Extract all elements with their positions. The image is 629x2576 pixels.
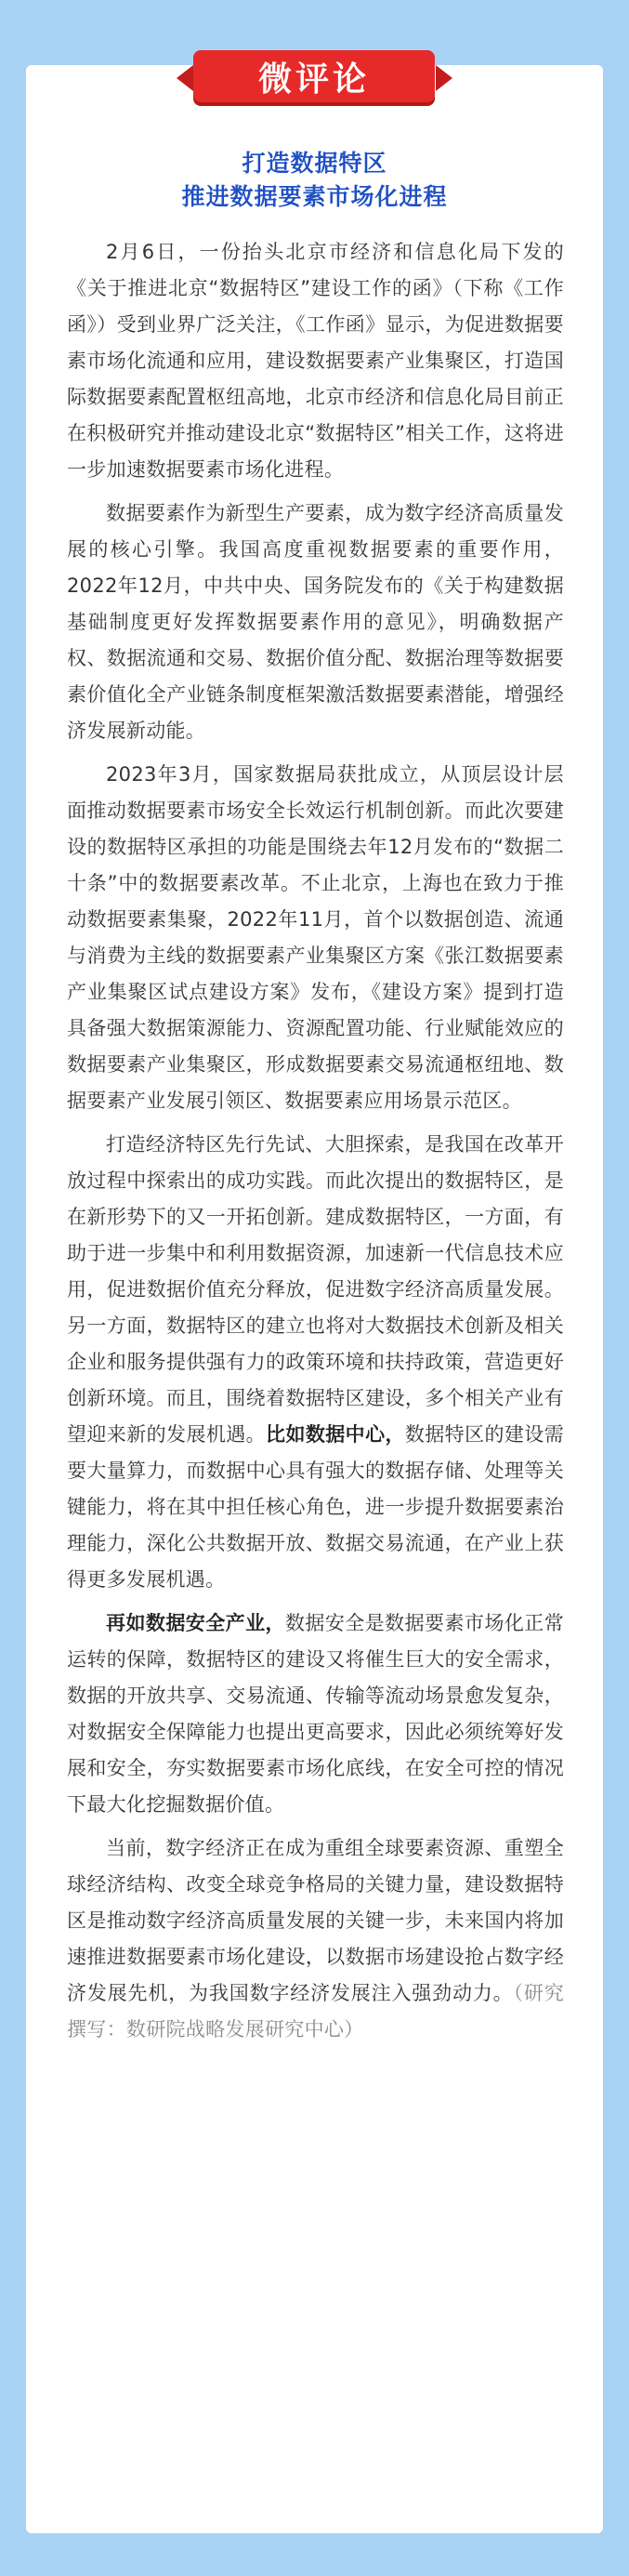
banner-title: 微评论 <box>257 59 370 99</box>
headline-line-2: 推进数据要素市场化进程 <box>181 183 448 210</box>
banner-area <box>0 0 629 112</box>
paragraph-4-highlight: 比如数据中心， <box>266 1423 405 1446</box>
paragraph-5 <box>67 1605 564 1823</box>
banner-ribbon-left <box>177 65 193 91</box>
banner <box>193 50 435 102</box>
paragraph-1: 2月6日，一份抬头北京市经济和信息化局下发的《关于推进北京“数据特区”建设工作的函》（下称《工作函》）受到业界广泛关注，《工作函》显示，为促进数据要素市场化流通和应用，建设数据要素产业集聚区，打造国际数据要素配置枢纽高地，北京市经济和信息化局目前正在积极研究并推动建设北京“数据特区”相关工作，这将进一步加速数据要素市场化进程。 <box>67 241 564 481</box>
paragraph-4-text-c: 数据特区的建设需要大量算力，而数据中心具有强大的数据存储、处理等关键能力，将在其中担任核心角色，进一步提升数据要素治理能力，深化公共数据开放、数据交易流通，在产业上获得更多发展机遇。 <box>67 1423 564 1591</box>
article-body <box>67 234 564 2055</box>
banner-ribbon-right <box>436 65 452 91</box>
paragraph-5-highlight: 再如数据安全产业， <box>106 1612 285 1634</box>
paragraph-3: 2023年3月，国家数据局获批成立，从顶层设计层面推动数据要素市场安全长效运行机制创新。而此次要建设的数据特区承担的功能是围绕去年12月发布的“数据二十条”中的数据要素改革。不止北京，上海也在致力于推动数据要素集聚，2022年11月，首个以数据创造、流通与消费为主线的数据要素产业集聚区方案《张江数据要素产业集聚区试点建设方案》发布，《建设方案》提到打造具备强大数据策源能力、资源配置功能、行业赋能效应的数据要素产业集聚区，形成数据要素交易流通枢纽地、数据要素产业发展引领区、数据要素应用场景示范区。 <box>67 763 564 1112</box>
paragraph-4-text-a: 打造经济特区先行先试、大胆探索，是我国在改革开放过程中探索出的成功实践。而此次提出的数据特区，是在新形势下的又一开拓创新。建成数据特区，一方面，有助于进一步集中和利用数据资源，加速新一代信息技术应用，促进数据价值充分释放，促进数字经济高质量发展。另一方面，数据特区的建立也将对大数据技术创新及相关企业和服务提供强有力的政策环境和扶持政策，营造更好创新环境。而且，围绕着数据特区建设，多个相关产业有望迎来新的发展机遇。 <box>67 1133 564 1446</box>
paragraph-4 <box>67 1127 564 1598</box>
paragraph-6 <box>67 1830 564 2048</box>
headline-line-1: 打造数据特区 <box>242 150 387 177</box>
paragraph-6-text: 当前，数字经济正在成为重组全球要素资源、重塑全球经济结构、改变全球竞争格局的关键力量，建设数据特区是推动数字经济高质量发展的关键一步，未来国内将加速推进数据要素市场化建设，以数据市场建设抢占数字经济发展先机，为我国数字经济发展注入强劲动力。 <box>67 1837 564 2004</box>
paragraph-5-text: 数据安全是数据要素市场化正常运转的保障，数据特区的建设又将催生巨大的安全需求，数据的开放共享、交易流通、传输等流动场景愈发复杂，对数据安全保障能力也提出更高要求，因此必须统筹好发展和安全，夯实数据要素市场化底线，在安全可控的情况下最大化挖掘数据价值。 <box>67 1612 564 1816</box>
paragraph-2: 数据要素作为新型生产要素，成为数字经济高质量发展的核心引擎。我国高度重视数据要素的重要作用，2022年12月，中共中央、国务院发布的《关于构建数据基础制度更好发挥数据要素作用的意见》，明确数据产权、数据流通和交易、数据价值分配、数据治理等数据要素价值化全产业链条制度框架激活数据要素潜能，增强经济发展新动能。 <box>67 502 564 742</box>
author-credit: （研究撰写：数研院战略发展研究中心） <box>67 1982 564 2041</box>
